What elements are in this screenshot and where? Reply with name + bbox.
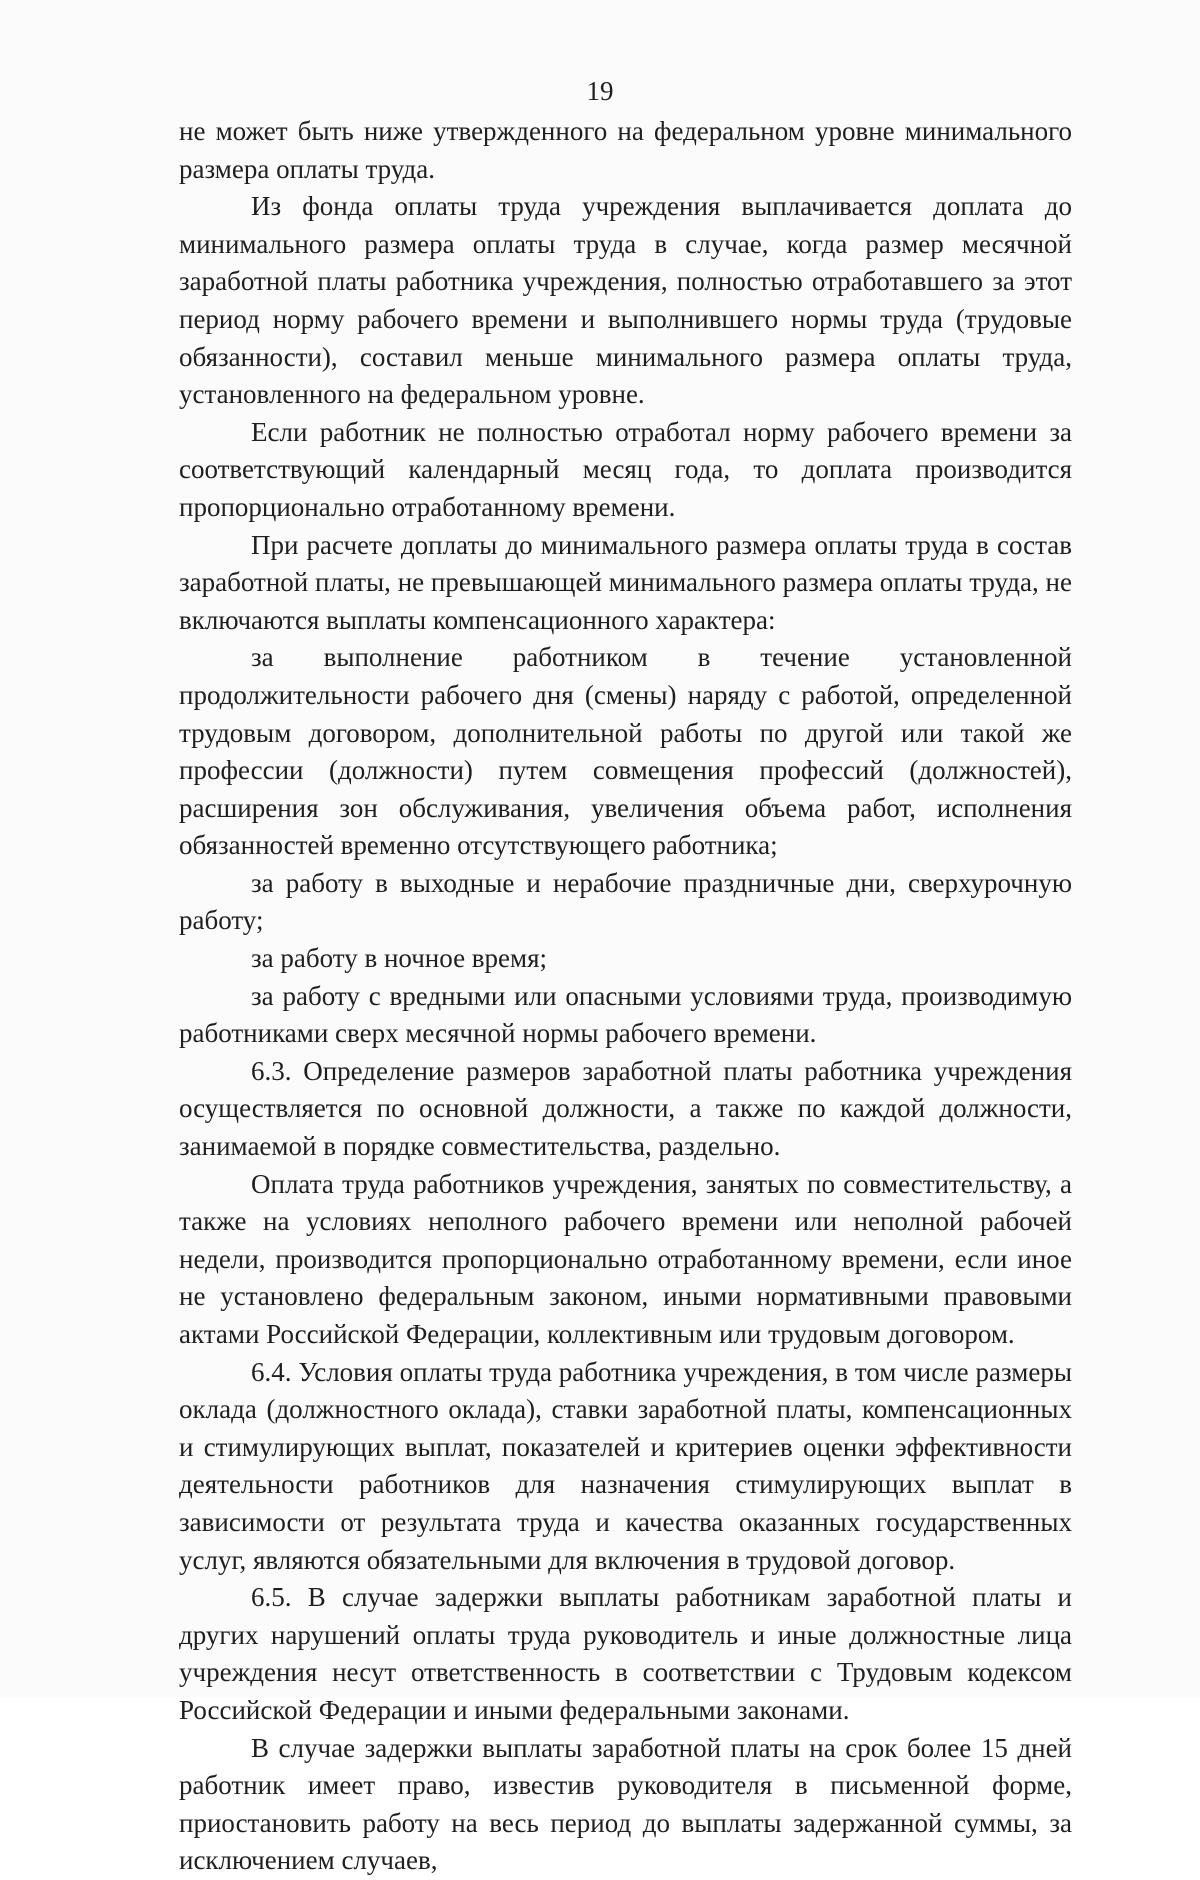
- paragraph-section-6-5: 6.5. В случае задержки выплаты работникам заработной платы и других нарушений оплаты труда руководитель и иные должностные лица учреждения несут ответственность в соответствии с Трудовым кодексом Российской Федерации и иными федеральными законами.: [179, 1582, 1072, 1725]
- list-item-hazardous-work: за работу с вредными или опасными условиями труда, производимую работниками сверх месячной нормы рабочего времени.: [179, 980, 1072, 1049]
- paragraph-section-6-3: 6.3. Определение размеров заработной платы работника учреждения осуществляется по основной должности, а также по каждой должности, занимаемой в порядке совместительства, раздельно.: [179, 1055, 1072, 1162]
- list-item-night-work: за работу в ночное время;: [251, 943, 548, 974]
- paragraph-continuation: не может быть ниже утвержденного на федеральном уровне минимального размера оплаты труда.: [179, 116, 1072, 184]
- paragraph-part-time-pay: Оплата труда работников учреждения, занятых по совместительству, а также на условиях неполного рабочего времени или неполной рабочей недели, производится пропорционально отработанному времени, если иное не установлено федеральным законом, иными нормативными правовыми актами Российской Федерации, коллективным или трудовым договором.: [179, 1168, 1072, 1349]
- paragraph-payment-delay: В случае задержки выплаты заработной платы на срок более 15 дней работник имеет право, известив руководителя в письменной форме, приостановить работу на весь период до выплаты задержанной суммы, за исключением случаев,: [179, 1732, 1072, 1876]
- paragraph-partial-time: Если работник не полностью отработал норму рабочего времени за соответствующий календарный месяц года, то доплата производится пропорционально отработанному времени.: [179, 416, 1072, 522]
- paragraph-section-6-4: 6.4. Условия оплаты труда работника учреждения, в том числе размеры оклада (должностного оклада), ставки заработной платы, компенсационных и стимулирующих выплат, показателей и критериев оценки эффективности деятельности работников для назначения стимулирующих выплат в зависимости от результата труда и качества оказанных государственных услуг, являются обязательными для включения в трудовой договор.: [179, 1356, 1072, 1575]
- list-item-weekend-work: за работу в выходные и нерабочие праздничные дни, сверхурочную работу;: [179, 867, 1072, 936]
- document-body: [179, 113, 1072, 1880]
- paragraph-excluded-payments: При расчете доплаты до минимального размера оплаты труда в состав заработной платы, не превышающей минимального размера оплаты труда, не включаются выплаты компенсационного характера:: [179, 529, 1072, 635]
- list-item-combined-duties: за выполнение работником в течение установленной продолжительности рабочего дня (смены) наряду с работой, определенной трудовым договором, дополнительной работы по другой или такой же профессии (должности) путем совмещения профессий (должностей), расширения зон обслуживания, увеличения объема работ, исполнения обязанностей временно отсутствующего работника;: [179, 642, 1072, 861]
- paragraph-minimum-wage-supplement: Из фонда оплаты труда учреждения выплачивается доплата до минимального размера оплаты труда в случае, когда размер месячной заработной платы работника учреждения, полностью отработавшего за этот период норму рабочего времени и выполнившего нормы труда (трудовые обязанности), составил меньше минимального размера оплаты труда, установленного на федеральном уровне.: [179, 191, 1072, 410]
- page-number: 19: [586, 76, 614, 106]
